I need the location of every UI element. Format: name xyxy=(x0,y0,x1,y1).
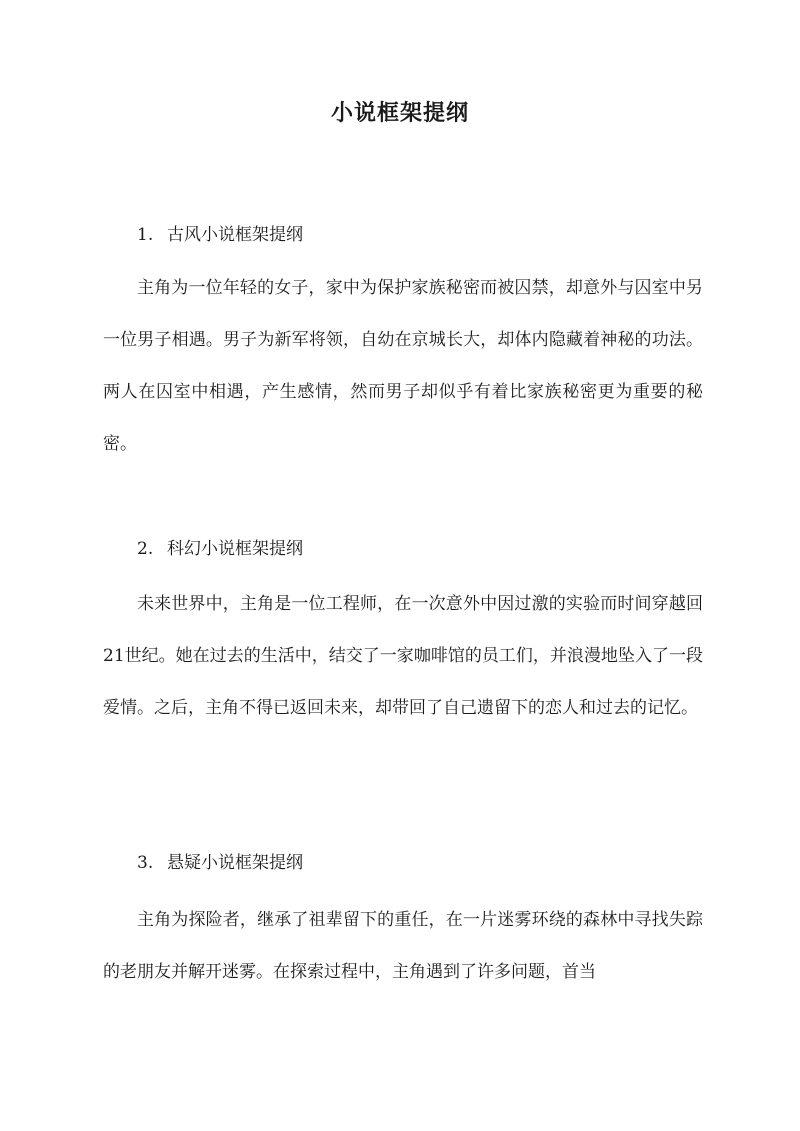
section-heading-text: 科幻小说框架提纲 xyxy=(167,539,303,559)
section-body-ancient: 主角为一位年轻的女子，家中为保护家族秘密而被囚禁，却意外与囚室中另一位男子相遇。男子为新军将领，自幼在京城长大，却体内隐藏着神秘的功法。两人在囚室中相遇，产生感情，然而男子却似乎有着比家族秘密更为重要的秘密。 xyxy=(103,278,703,454)
section-number: 3. xyxy=(137,853,154,873)
section-heading-text: 古风小说框架提纲 xyxy=(167,225,303,245)
section-number: 1. xyxy=(137,225,154,245)
page-title: 小说框架提纲 xyxy=(330,100,469,126)
section-heading-mystery xyxy=(137,848,303,873)
section-heading-scifi xyxy=(137,534,303,559)
section-heading-ancient xyxy=(137,220,303,245)
section-heading-text: 悬疑小说框架提纲 xyxy=(167,853,303,873)
section-body-mystery: 主角为探险者，继承了祖辈留下的重任，在一片迷雾环绕的森林中寻找失踪的老朋友并解开迷雾。在探索过程中，主角遇到了许多问题，首当 xyxy=(103,910,703,982)
section-number: 2. xyxy=(137,539,154,559)
section-body-scifi: 未来世界中，主角是一位工程师，在一次意外中因过激的实验而时间穿越回21世纪。她在过去的生活中，结交了一家咖啡馆的员工们，并浪漫地坠入了一段爱情。之后，主角不得已返回未来，却带回了自己遗留下的恋人和过去的记忆。 xyxy=(103,594,703,718)
